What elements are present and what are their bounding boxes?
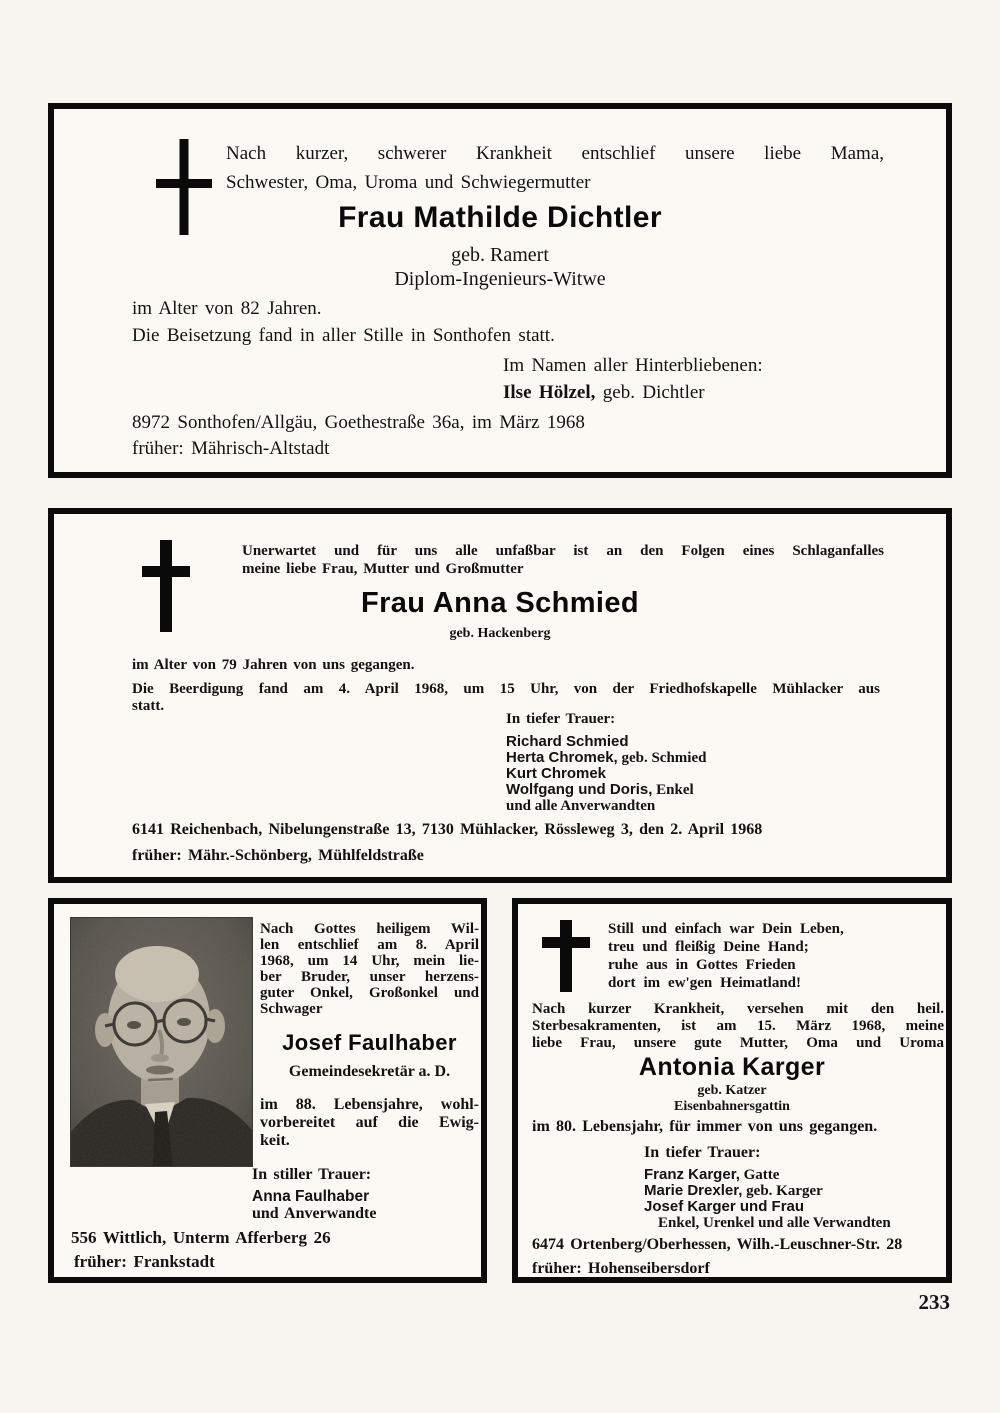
address-line: 6474 Ortenberg/Oberhessen, Wilh.-Leuschner-Str. 28: [532, 1236, 903, 1253]
former-residence: früher: Hohenseibersdorf: [532, 1260, 710, 1277]
mourner-line: [506, 797, 655, 815]
intro-line: liebe Frau, unsere gute Mutter, Oma und Uroma: [532, 1035, 944, 1051]
address-line: 8972 Sonthofen/Allgäu, Goethestraße 36a, im März 1968: [132, 412, 585, 433]
mourning-heading: In tiefer Trauer:: [644, 1144, 761, 1161]
portrait-photo: [70, 917, 253, 1167]
intro-line: meine liebe Frau, Mutter und Großmutter: [242, 561, 524, 577]
mourner-relation: geb. Karger: [742, 1183, 823, 1199]
deceased-title: Eisenbahnersgattin: [674, 1099, 790, 1114]
mourner-name: Herta Chromek,: [506, 749, 618, 766]
deceased-name: Josef Faulhaber: [282, 1030, 457, 1055]
intro-line: len entschlief am 8. April: [260, 937, 479, 953]
maiden-name: geb. Hackenberg: [449, 626, 551, 641]
mourner-name: Marie Drexler,: [644, 1182, 743, 1199]
mourning-heading: In tiefer Trauer:: [506, 711, 616, 727]
former-residence: früher: Mährisch-Altstadt: [132, 438, 330, 459]
body-line: Die Beerdigung fand am 4. April 1968, um 15 Uhr, von der Friedhofskapelle Mühlacker aus: [132, 681, 880, 697]
intro-line: ber Bruder, unser herzens-: [260, 969, 479, 985]
obituary-dichtler: [48, 103, 952, 478]
body-line: keit.: [260, 1132, 290, 1149]
mourner-relation: Enkel: [652, 782, 694, 798]
mourner-name: Anna Faulhaber: [252, 1188, 370, 1205]
address-line: 6141 Reichenbach, Nibelungenstraße 13, 7130 Mühlacker, Rössleweg 3, den 2. April 1968: [132, 821, 763, 838]
obituary-karger: [512, 898, 952, 1283]
intro-line: Nach Gottes heiligem Wil-: [260, 921, 479, 937]
deceased-name: Antonia Karger: [638, 1053, 826, 1081]
cross-icon: [542, 920, 590, 992]
intro-line: guter Onkel, Großonkel und: [260, 985, 479, 1001]
mourner-name: Wolfgang und Doris,: [506, 781, 653, 798]
obituary-faulhaber: [48, 898, 487, 1283]
intro-line: Nach kurzer, schwerer Krankheit entschlief unsere liebe Mama,: [226, 143, 884, 164]
mourner-line: [658, 1214, 891, 1232]
maiden-name: geb. Ramert: [451, 244, 549, 266]
mourner-relation: Gatte: [739, 1167, 780, 1183]
deceased-title: Diplom-Ingenieurs-Witwe: [394, 268, 606, 290]
mourner-relation: geb. Dichtler: [595, 382, 705, 403]
body-line: im Alter von 82 Jahren.: [132, 298, 322, 319]
mourning-heading: Im Namen aller Hinterbliebenen:: [503, 355, 763, 376]
body-line: im Alter von 79 Jahren von uns gegangen.: [132, 657, 415, 673]
mourner-relation: Enkel, Urenkel und alle Verwandten: [658, 1215, 891, 1231]
mourner-relation: und Anverwandte: [252, 1205, 377, 1222]
body-line: statt.: [132, 698, 165, 714]
deceased-title: Gemeindesekretär a. D.: [288, 1063, 451, 1080]
poem-line: ruhe aus in Gottes Frieden: [608, 957, 796, 973]
page-number: 233: [918, 1290, 950, 1314]
intro-line: Sterbesakramenten, ist am 15. März 1968, meine: [532, 1018, 944, 1034]
obituary-schmied: [48, 508, 952, 883]
mourning-heading: In stiller Trauer:: [252, 1166, 372, 1183]
mourner-name: Kurt Chromek: [506, 765, 607, 782]
deceased-name: Frau Anna Schmied: [360, 587, 640, 619]
mourner-name: Franz Karger,: [644, 1166, 740, 1183]
body-line: vorbereitet auf die Ewig-: [260, 1114, 479, 1131]
intro-line: Schwager: [260, 1001, 323, 1017]
address-line: 556 Wittlich, Unterm Afferberg 26: [71, 1228, 331, 1247]
mourner-name: Richard Schmied: [506, 733, 629, 750]
body-line: im 88. Lebensjahre, wohl-: [260, 1096, 479, 1113]
portrait-photo-graphic: [71, 918, 252, 1166]
maiden-name: geb. Katzer: [697, 1083, 767, 1098]
poem-line: Still und einfach war Dein Leben,: [608, 921, 844, 937]
mourner-name: Josef Karger und Frau: [644, 1198, 805, 1215]
deceased-name: Frau Mathilde Dichtler: [338, 201, 662, 234]
intro-line: Nach kurzer Krankheit, versehen mit den heil.: [532, 1001, 944, 1017]
intro-line: Schwester, Oma, Uroma und Schwiegermutter: [226, 172, 591, 193]
former-residence: früher: Frankstadt: [74, 1252, 215, 1271]
mourner-relation: geb. Schmied: [617, 750, 707, 766]
poem-line: treu und fleißig Deine Hand;: [608, 939, 809, 955]
former-residence: früher: Mähr.-Schönberg, Mühlfeldstraße: [132, 847, 424, 864]
poem-line: dort im ew'gen Heimatland!: [608, 975, 801, 991]
intro-line: Unerwartet und für uns alle unfaßbar ist an den Folgen eines Schlaganfalles: [242, 543, 884, 559]
body-line: im 80. Lebensjahr, für immer von uns gegangen.: [532, 1118, 878, 1135]
mourner-relation: und alle Anverwandten: [506, 798, 656, 814]
body-line: Die Beisetzung fand in aller Stille in Sonthofen statt.: [132, 325, 555, 346]
intro-line: 1968, um 14 Uhr, mein lie-: [260, 953, 479, 969]
mourner-line: [503, 380, 705, 406]
mourner-name: Ilse Hölzel,: [503, 382, 596, 403]
